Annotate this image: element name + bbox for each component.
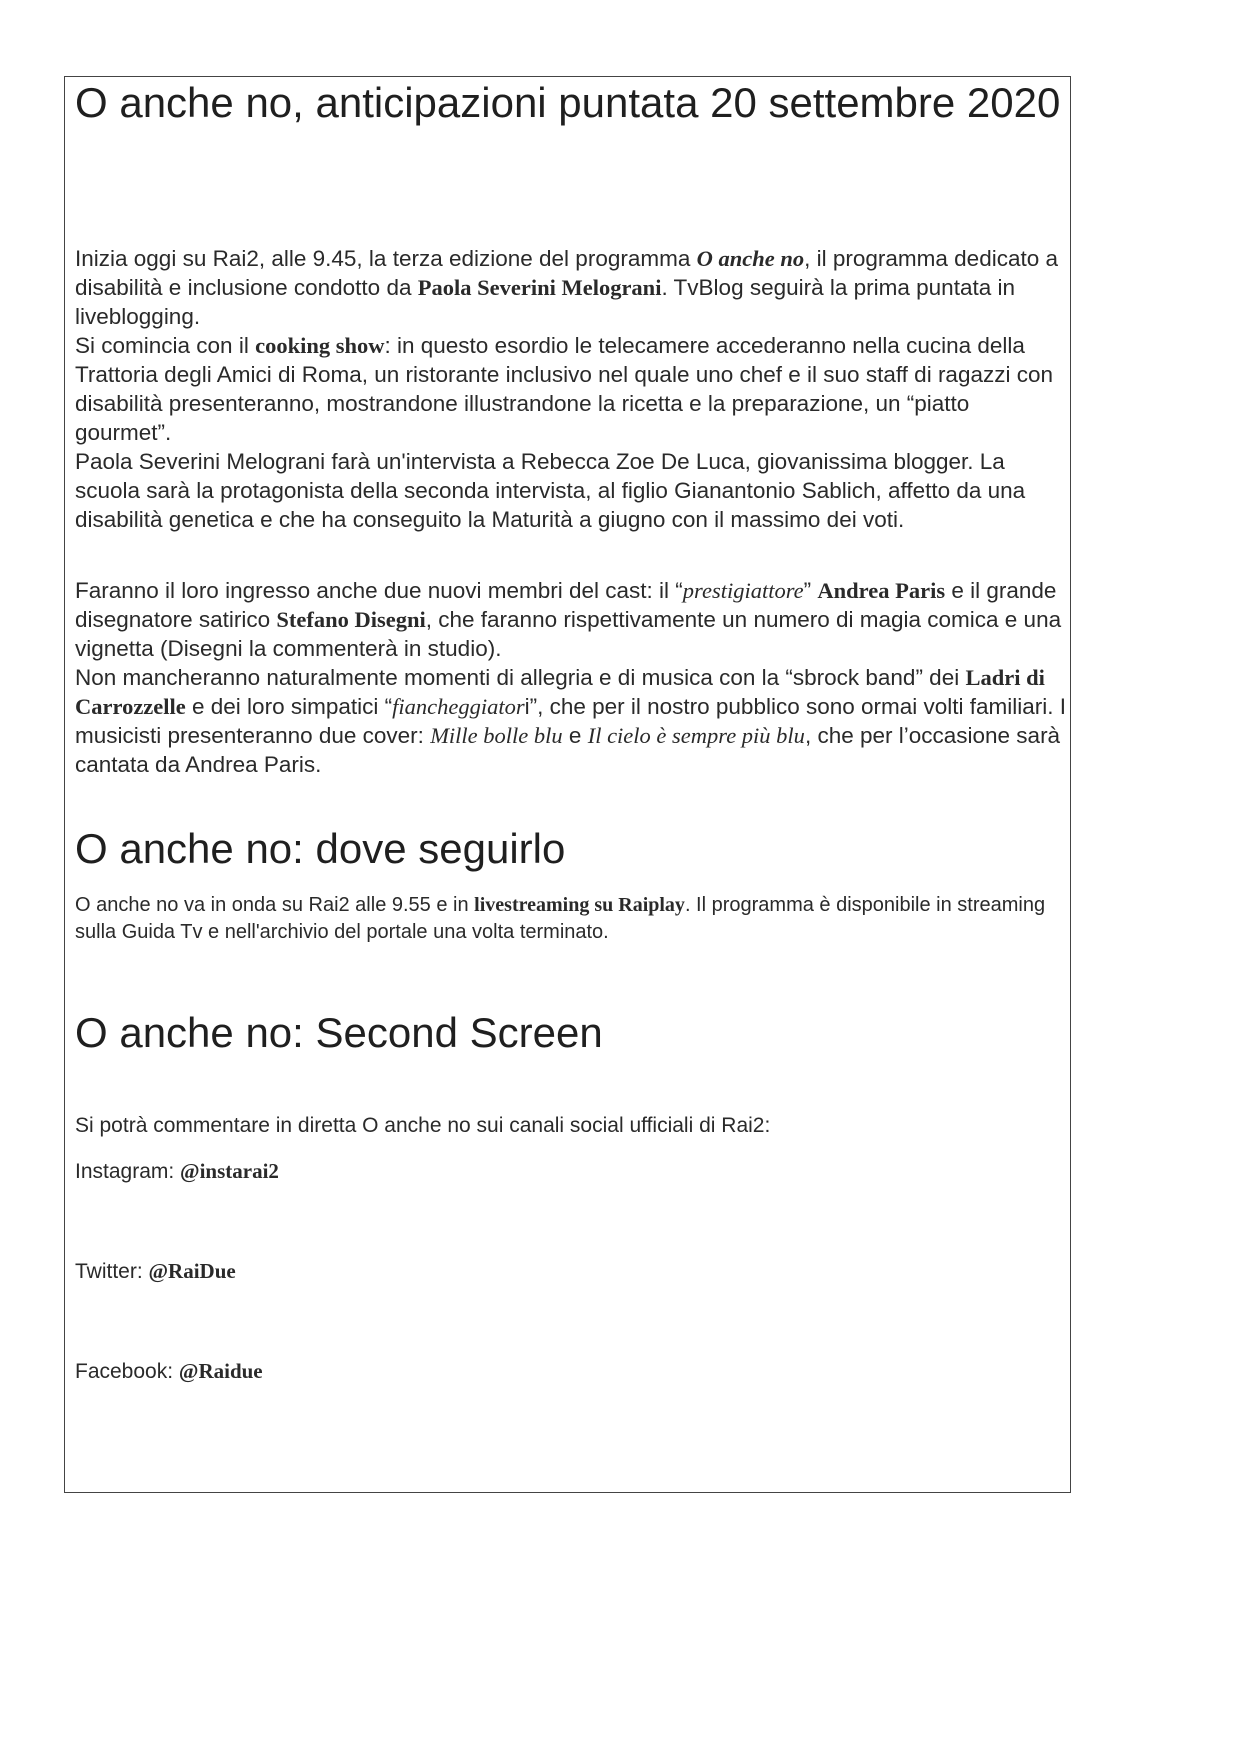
- where-text: [75, 892, 1070, 946]
- article-title: O anche no, anticipazioni puntata 20 settembre 2020: [75, 79, 1061, 126]
- ladri-di-carrozzelle: Ladri di Carrozzelle: [75, 665, 1045, 719]
- where-s2: . Il programma è disponibile in streaming sulla Guida Tv e nell'archivio del portale una volta terminato.: [75, 894, 1046, 943]
- where-paragraph: [75, 892, 1070, 946]
- intro-s1: Inizia oggi su Rai2, alle 9.45, la terza edizione del programma: [75, 246, 697, 271]
- where-s1: O anche no va in onda su Rai2 alle 9.55 e in: [75, 894, 475, 916]
- article-title-block: [75, 80, 1070, 126]
- facebook-label: Facebook:: [75, 1360, 179, 1383]
- second-heading-block: [75, 1010, 1070, 1056]
- intro-s4: Si comincia con il: [75, 333, 256, 358]
- stefano-disegni: Stefano Disegni: [276, 607, 426, 632]
- second-intro-block: [75, 1112, 1070, 1140]
- second-heading: O anche no: Second Screen: [75, 1009, 603, 1056]
- twitter-label: Twitter:: [75, 1260, 149, 1283]
- cast-s2: ”: [803, 578, 818, 603]
- where-heading-block: [75, 826, 1070, 872]
- prestigiattore: prestigiattore: [682, 578, 804, 603]
- show-name: O anche no: [696, 246, 805, 271]
- cast-paragraph: [75, 576, 1070, 779]
- intro-paragraph: [75, 244, 1070, 534]
- raiplay-link[interactable]: livestreaming su Raiplay: [474, 894, 685, 916]
- instagram-label: Instagram:: [75, 1160, 181, 1183]
- cast-s3: e il grande disegnatore satirico: [75, 578, 1057, 632]
- second-intro: Si potrà commentare in diretta O anche no sui canali social ufficiali di Rai2:: [75, 1114, 771, 1137]
- facebook-handle[interactable]: @Raidue: [178, 1359, 263, 1383]
- cast-s8: e: [562, 723, 588, 748]
- where-heading: O anche no: dove seguirlo: [75, 825, 566, 872]
- cast-s1: Faranno il loro ingresso anche due nuovi membri del cast: il “: [75, 578, 683, 603]
- intro-s3: . TvBlog seguirà la prima puntata in liveblogging.: [75, 275, 1015, 329]
- andrea-paris: Andrea Paris: [817, 578, 946, 603]
- cast-s7: i”, che per il nostro pubblico sono ormai volti familiari. I musicisti presenteranno due cover:: [75, 694, 1067, 748]
- intro-s6: Paola Severini Melograni farà un'intervista a Rebecca Zoe De Luca, giovanissima blogger. La scuola sarà la protagonista della seconda intervista, al figlio Gianantonio Sablich, affetto da una disabilità genetica e che ha conseguito la Maturità a giugno con il massimo dei voti.: [75, 449, 1026, 532]
- cast-s9: , che per l’occasione sarà cantata da Andrea Paris.: [75, 723, 1061, 777]
- fiancheggiatori: fiancheggiator: [392, 694, 525, 719]
- intro-s2: , il programma dedicato a disabilità e inclusione condotto da: [75, 246, 1058, 300]
- twitter-line: [75, 1257, 1070, 1286]
- facebook-line: [75, 1357, 1070, 1386]
- cooking-show: cooking show: [255, 333, 385, 358]
- instagram-line: [75, 1157, 1070, 1186]
- song-mille-bolle-blu: Mille bolle blu: [430, 723, 563, 748]
- instagram-handle[interactable]: @instarai2: [180, 1159, 279, 1183]
- host-name: Paola Severini Melograni: [417, 275, 662, 300]
- cast-text: [75, 576, 1070, 779]
- cast-s5: Non mancheranno naturalmente momenti di allegria e di musica con la “sbrock band” dei: [75, 665, 966, 690]
- cast-s4: , che faranno rispettivamente un numero di magia comica e una vignetta (Disegni la commenterà in studio).: [75, 607, 1062, 661]
- song-il-cielo: Il cielo è sempre più blu: [587, 723, 805, 748]
- cast-s6: e dei loro simpatici “: [185, 694, 393, 719]
- twitter-handle[interactable]: @RaiDue: [148, 1259, 236, 1283]
- intro-s5: : in questo esordio le telecamere accederanno nella cucina della Trattoria degli Amici di Roma, un ristorante inclusivo nel quale uno chef e il suo staff di ragazzi con disabilità presenteranno, mostrandone illustrandone la ricetta e la preparazione, un “piatto gourmet”.: [75, 333, 1054, 445]
- intro-text: [75, 244, 1070, 534]
